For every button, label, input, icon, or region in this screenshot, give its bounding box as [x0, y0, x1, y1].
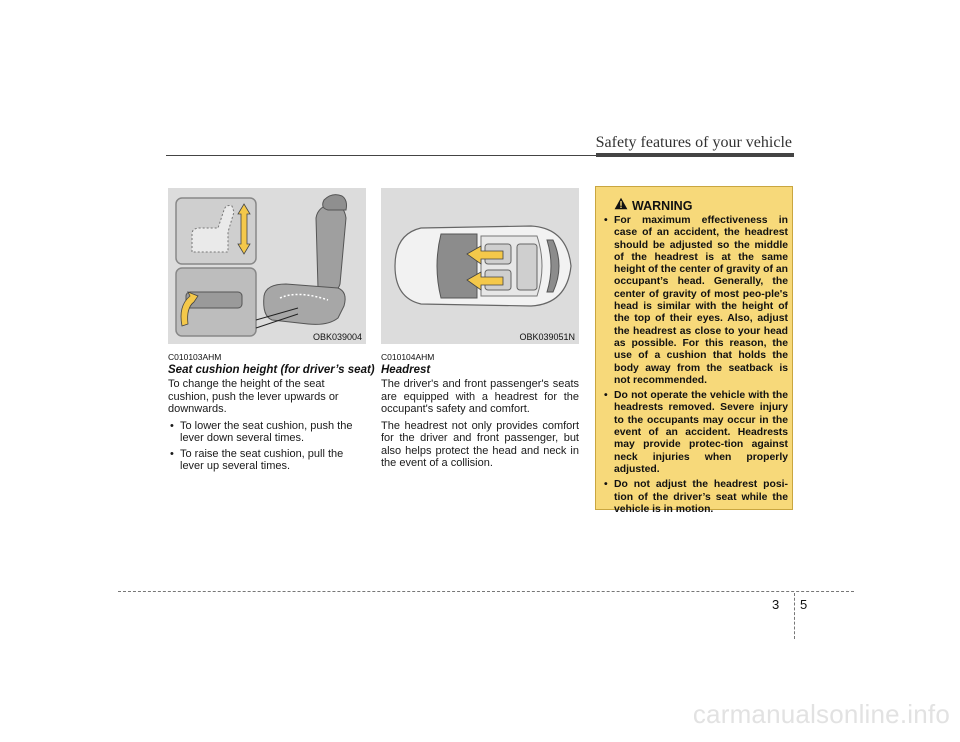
paragraph: The headrest not only provides comfort for the driver and front passenger, but also helps protect the head and neck in the event of a collision.: [381, 419, 579, 469]
seat-figure: [168, 188, 366, 344]
seat-illustration: [168, 188, 366, 344]
warning-box: [595, 186, 793, 515]
warning-title: WARNING: [632, 199, 693, 213]
warning-list: [602, 215, 788, 519]
car-top-view-illustration: [381, 188, 579, 344]
header-rule-thin: [166, 155, 596, 156]
instruction-list: [168, 420, 366, 473]
figure-label: OBK039004: [312, 332, 362, 342]
section-code: C010103AHM: [168, 352, 222, 362]
warning-item: • Do not adjust the headrest posi-tion of the driver’s seat while the vehicle is in motion.: [602, 479, 788, 516]
warning-header: [614, 197, 692, 215]
page-divider: [794, 593, 795, 639]
warning-triangle-icon: [614, 197, 628, 215]
section-body: [168, 378, 366, 476]
section-heading: Seat cushion height (for driver’s seat): [168, 364, 375, 376]
section-body: [381, 378, 579, 474]
section-number: 3: [772, 597, 780, 612]
figure-label: OBK039051N: [519, 332, 575, 342]
footer-rule: [118, 591, 854, 592]
warning-item: • For maximum effectiveness in case of an accident, the headrest should be adjusted so the middle of the headrest is at the same height of the center of gravity of an occupant’s head. Generally, the center of gravity of most peo-ple's head is similar with the height of the top of their eyes. Also, adjust the headrest as close to your head as possible. For this reason, the use of a cushion that holds the body away from the seatback is not recommended.: [602, 215, 788, 387]
list-item: • To raise the seat cushion, pull the lever up several times.: [168, 448, 366, 473]
page-number: 5: [800, 597, 808, 612]
section-heading: Headrest: [381, 364, 431, 376]
paragraph: The driver's and front passenger's seats are equipped with a headrest for the occupant's safety and comfort.: [381, 378, 579, 415]
page-header-title: Safety features of your vehicle: [595, 134, 792, 151]
intro-paragraph: To change the height of the seat cushion, push the lever upwards or downwards.: [168, 378, 339, 415]
header-rule: [596, 153, 794, 157]
headrest-figure: [381, 188, 579, 344]
list-item: • To lower the seat cushion, push the lever down several times.: [168, 420, 366, 445]
warning-item: • Do not operate the vehicle with the headrests removed. Severe injury to the occupants may occur in the event of an accident. Headrests may provide protec-tion against neck injuries when properly adjusted.: [602, 390, 788, 476]
section-code: C010104AHM: [381, 352, 435, 362]
watermark: carmanualsonline.info: [692, 699, 950, 729]
